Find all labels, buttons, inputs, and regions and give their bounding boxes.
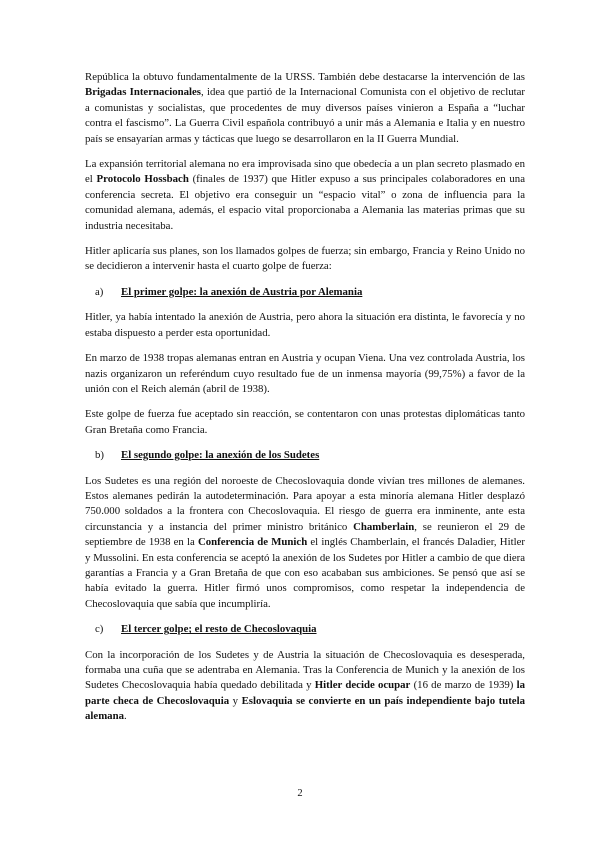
paragraph-checoslovaquia	[85, 648, 525, 725]
list-marker: c)	[95, 623, 104, 636]
text-run: .	[124, 710, 127, 723]
text-run: y	[229, 694, 242, 707]
page-number: 2	[297, 788, 303, 799]
bold-term: Brigadas Internacionales	[85, 86, 202, 99]
text-run: el inglés Chamberlain, el francés Daladier, Hitler y Mussolini. En esta conferencia se aceptó la anexión de los Sudetes por Hitler a cambio de que diera garantías a Francia y a Gran Bretaña de que con eso acababan sus ambiciones. Se pensó que así se había evitado la guerra. Hitler firmó unos compromisos, como respetar la independencia de Checoslovaquia que sabía que incumpliría.	[85, 536, 525, 610]
paragraph-hossbach-protocol	[85, 157, 525, 234]
section-title: El segundo golpe: la anexión de los Sudetes	[121, 449, 320, 462]
paragraph-sudetes	[85, 474, 525, 613]
bold-term: la parte checa de Checoslovaquia	[85, 679, 525, 707]
bold-term: Protocolo Hossbach	[96, 173, 189, 186]
bold-term: Eslovaquia se convierte en un país independiente bajo tutela alemana	[85, 694, 525, 723]
bold-term: Conferencia de Munich	[197, 536, 308, 549]
paragraph-austria-intro: Hitler, ya había intentado la anexión de Austria, pero ahora la situación era distinta, le favorecía y no estaba dispuesto a perder esta oportunidad.	[85, 311, 525, 339]
paragraph-austria-referendum: En marzo de 1938 tropas alemanas entran en Austria y ocupan Viena. Una vez controlada Austria, los nazis organizaron un referéndum cuyo resultado fue de un inmensa mayoría (99,75%) a favor de la unión con el Reich alemán (abril de 1938).	[85, 352, 525, 395]
paragraph-spanish-civil-war	[85, 70, 525, 147]
section-title: El primer golpe: la anexión de Austria por Alemania	[121, 285, 363, 298]
text-run: La expansión territorial alemana no era improvisada sino que obedecía a un plan secreto plasmado en el	[85, 158, 525, 186]
text-run: (16 de marzo de 1939)	[410, 679, 517, 692]
list-marker: b)	[95, 449, 104, 462]
text-run: Con la incorporación de los Sudetes y de Austria la situación de Checoslovaquia es desesperada, formaba una cuña que se adentraba en Alemania. Tras la Conferencia de Munich y la anexión de los Sudetes Checoslovaquia había quedado debilitada y	[85, 648, 525, 692]
text-run: , idea que partió de la Internacional Comunista con el objetivo de reclutar a comunistas y socialistas, que procedentes de muy diversos países vinieron a España a “luchar contra el fascismo”. La Guerra Civil española contribuyó a unir más a Alemania e Italia y en nuestro país se ensayarían armas y tácticas que luego se desarrollaron en la II Guerra Mundial.	[85, 86, 525, 145]
section-heading-b	[85, 448, 525, 463]
bold-term: Chamberlain	[353, 520, 415, 533]
text-run: República la obtuvo fundamentalmente de la URSS. También debe destacarse la intervención de las	[85, 71, 525, 83]
section-title: El tercer golpe; el resto de Checoslovaquia	[121, 623, 317, 636]
text-run: Los Sudetes es una región del noroeste de Checoslovaquia donde vivían tres millones de alemanes. Estos alemanes pedirán la autodeterminación. Para apoyar a esta minoría alemana Hitler desplazó 750.000 soldados a la frontera con Checoslovaquia. El riesgo de guerra era inminente, ante esta circunstancia y a instancia del primer ministro británico	[85, 474, 525, 533]
text-run: , se reunieron el 29 de septiembre de 1938 en la	[85, 520, 525, 549]
paragraph-austria-reaction: Este golpe de fuerza fue aceptado sin reacción, se contentaron con unas protestas diplomáticas tanto Gran Bretaña como Francia.	[85, 408, 525, 436]
list-marker: a)	[95, 285, 104, 298]
section-heading-a	[85, 285, 525, 300]
text-run: (finales de 1937) que Hitler expuso a sus principales colaboradores en una conferencia secreta. El objetivo era conseguir un “espacio vital” o zona de influencia para la comunidad alemana, además, el espacio vital proporcionaba a Alemania las materias primas que su industria necesitaba.	[85, 173, 525, 232]
section-heading-c	[85, 622, 525, 637]
paragraph-golpes-de-fuerza: Hitler aplicaría sus planes, son los llamados golpes de fuerza; sin embargo, Francia y Reino Unido no se decidieron a intervenir hasta el cuarto golpe de fuerza:	[85, 245, 525, 273]
bold-term: Hitler decide ocupar	[314, 679, 411, 692]
document-body	[85, 70, 525, 735]
